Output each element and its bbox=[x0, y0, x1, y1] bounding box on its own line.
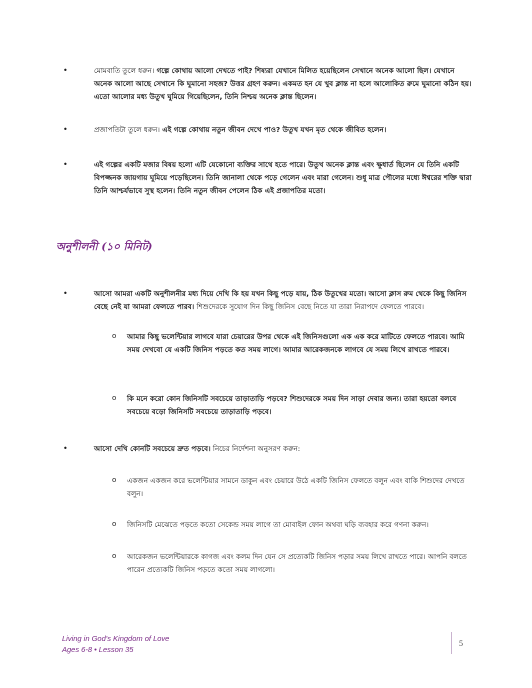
script-text: আমার কিছু ভলেন্টিয়ার লাগবে যারা চেয়ারের উপর থেকে এই জিনিসগুলো এক এক করে মাটিতে ফেলতে পারবে। আমি সময় দেখবো যে একটি জিনিস পড়তে কত সময় লাগে। আমার আরেকজনকে লাগবে যে সময় লিখে রাখতে পারবে। bbox=[127, 332, 465, 354]
instruction-text: আরেকজন ভলেন্টিয়ারকে কাগজ এবং কলম দিন যেন সে প্রত্যেকটি জিনিস পড়ার সময় লিখে রাখতে পারে। আপনি বলতে পারেন প্রত্যেকটি জিনিস পড়তে কতো সময় লাগলো। bbox=[127, 552, 467, 574]
instruction-text: প্রজাপতিটা তুলে ধরুন। bbox=[94, 125, 163, 134]
paragraph-call-volunteer bbox=[127, 474, 472, 500]
page-number: 5 bbox=[459, 639, 463, 648]
paragraph-fastest-fall bbox=[94, 442, 472, 455]
script-text: এই গল্পের একটি মজার বিষয় হলো এটি যেকোনো ব্যক্তির সাথে হতে পারে। উতুখ অনেক ক্লান্ত এবং ক্ষুধার্ত ছিলেন যে তিনি একটি বিপজ্জনক জায়গায় ঘুমিয়ে পড়েছিলেন। তিনি জানালা থেকে পড়ে গেলেন এবং মারা গেলেন। শুধু মাত্র পৌলের মধ্যে ঈশ্বরের শক্তি দ্বারা তিনি আশ্চর্যভাবে সুস্থ হলেন। তিনি নতুন জীবন পেলেন ঠিক এই প্রজাপতির মতো। bbox=[94, 160, 472, 195]
script-text: কি মনে করো কোন জিনিসটি সবচেয়ে তাড়াতাড়ি পড়বে? শিশুদেরকে সময় দিন সাড়া দেবার জন্য। তারা হয়তো বলবে সবচেয়ে বড়ো জিনিসটি সবচেয়ে তাড়াতাড়ি পড়বে। bbox=[127, 394, 457, 416]
bullet-marker: • bbox=[63, 66, 68, 75]
instruction-text: জিনিসটি মেঝেতে পড়তে কতো সেকেন্ড সময় লাগে তা মোবাইল ফোন অথবা ঘড়ি ব্যবহার করে গণনা করুন। bbox=[127, 520, 429, 529]
paragraph-story-summary bbox=[94, 158, 472, 197]
instruction-text: একজন একজন করে ভলেন্টিয়ার সামনে ডাকুন এবং চেয়ারে উঠে একটি জিনিস ফেলতে বলুন এবং বাকি শিশুদের দেখতে বলুন। bbox=[127, 476, 465, 498]
footer-divider bbox=[451, 632, 452, 654]
paragraph-candle bbox=[94, 64, 472, 103]
paragraph-count-seconds bbox=[127, 518, 472, 531]
paragraph-predict-fastest bbox=[127, 392, 472, 418]
script-text: এই গল্পে কোথায় নতুন জীবন দেখে পাও? উতুখ যখন মৃত থেকে জীবিত হলেন। bbox=[162, 125, 387, 134]
script-text: আসো দেখি কোনটি সবচেয়ে দ্রুত পড়বে। bbox=[94, 444, 211, 453]
section-heading: অনুশীলনী (১০ মিনিট) bbox=[56, 241, 153, 253]
bullet-marker: • bbox=[63, 444, 68, 453]
sub-bullet-marker: o bbox=[112, 394, 117, 402]
paragraph-volunteer-drop bbox=[127, 330, 472, 356]
bullet-marker: • bbox=[63, 289, 68, 298]
script-text: আসো আমরা একটি অনুশীলনীর মধ্য দিয়ে দেখি কি হয় যখন কিছু পড়ে যায়, ঠিক উতুখের মতো। আসো ক্লাস রুম থেকে কিছু জিনিস বেছে নেই যা আমরা ফেলতে পারব। bbox=[94, 289, 467, 311]
bullet-marker: • bbox=[63, 125, 68, 134]
instruction-text: নিচের নির্দেশনা অনুসরণ করুন: bbox=[210, 444, 301, 453]
paragraph-record-time bbox=[127, 550, 472, 576]
sub-bullet-marker: o bbox=[112, 476, 117, 484]
sub-bullet-marker: o bbox=[112, 552, 117, 560]
footer-lesson-info: Ages 6-8 • Lesson 35 bbox=[62, 645, 134, 654]
bullet-marker: • bbox=[63, 160, 68, 169]
sub-bullet-marker: o bbox=[112, 332, 117, 340]
sub-bullet-marker: o bbox=[112, 520, 117, 528]
paragraph-activity-intro bbox=[94, 287, 472, 313]
paragraph-butterfly bbox=[94, 123, 472, 136]
footer-curriculum-title: Living in God's Kingdom of Love bbox=[62, 634, 170, 643]
instruction-text: শিশুদেরকে সুযোগ দিন কিছু জিনিস বেছে নিতে যা তারা নিরাপদে ফেলতে পারবে। bbox=[194, 302, 424, 311]
instruction-text: মোমবাতি তুলে ধরুন। bbox=[94, 66, 157, 75]
script-text: গল্পে কোথায় আলো দেখতে পাই? শিষ্যরা যেখানে মিলিত হয়েছিলেন সেখানে অনেক আলো ছিল। যেখানে অনেক আলো আছে সেখানে কি ঘুমানো সহজ? উত্তর গ্রহণ করুন। একমত হন যে খুব ক্লান্ত না হলে আলোকিত রুমে ঘুমানো কঠিন হয়। এতো আলোর মধ্য উতুখ ঘুমিয়ে গিয়েছিলেন, তিনি নিশ্চয় অনেক ক্লান্ত ছিলেন। bbox=[94, 66, 472, 101]
